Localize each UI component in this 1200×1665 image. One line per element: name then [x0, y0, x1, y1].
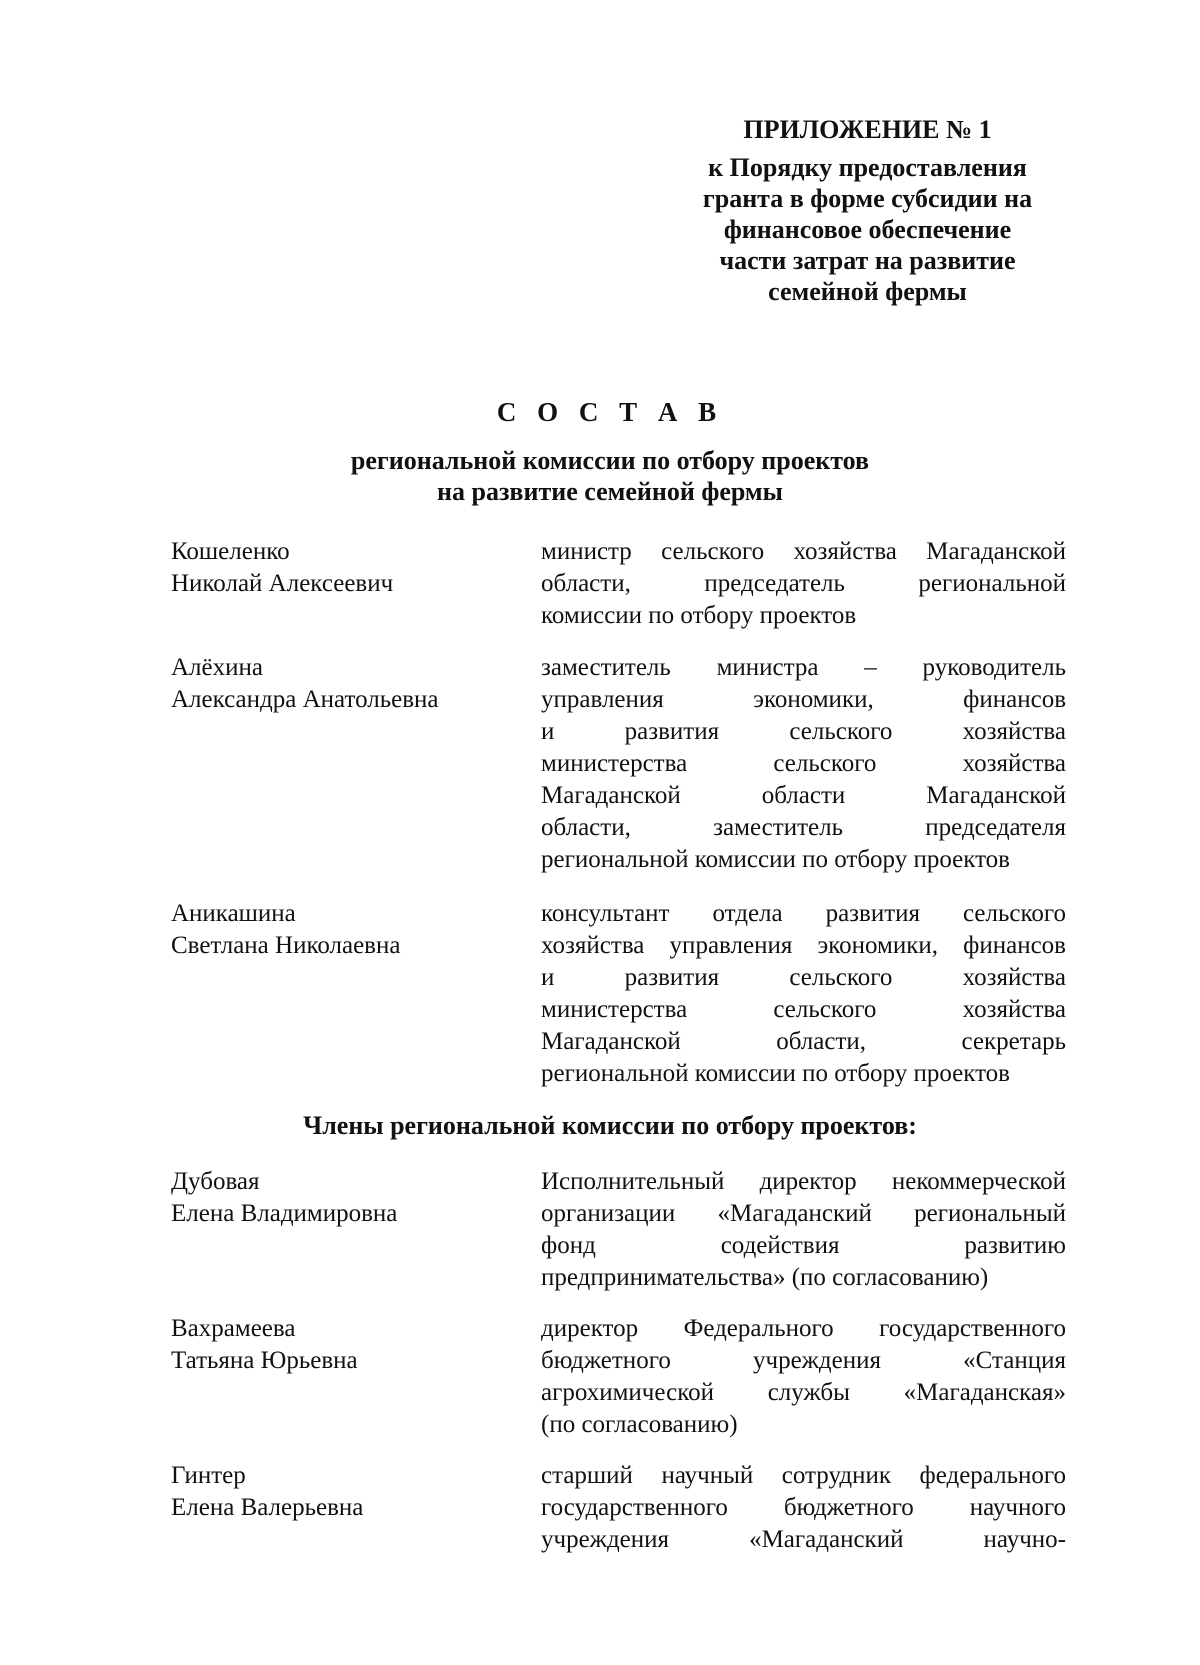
person-role [541, 536, 1066, 632]
role-line: Магаданской области Магаданской [541, 782, 1066, 809]
role-line: министерства сельского хозяйства [541, 750, 1066, 777]
role-line: области, заместитель председателя [541, 814, 1066, 841]
appendix-header [660, 108, 1075, 307]
person-name [171, 536, 501, 600]
role-line: региональной комиссии по отбору проектов [541, 846, 1010, 873]
role-line: предпринимательства» (по согласованию) [541, 1264, 989, 1291]
person-surname: Алёхина [171, 654, 263, 681]
role-line: региональной комиссии по отбору проектов [541, 1060, 1010, 1087]
role-line: заместитель министра – руководитель [541, 654, 1066, 681]
person-role [541, 1313, 1066, 1441]
role-line: комиссии по отбору проектов [541, 602, 857, 629]
person-role [541, 1166, 1066, 1294]
appendix-title: ПРИЛОЖЕНИЕ № 1 [743, 115, 992, 144]
role-line: бюджетного учреждения «Станция [541, 1347, 1066, 1374]
person-name [171, 1460, 501, 1524]
role-line: директор Федерального государственного [541, 1315, 1066, 1342]
person-given-names: Елена Владимировна [171, 1200, 398, 1227]
role-line: государственного бюджетного научного [541, 1494, 1066, 1521]
appendix-line: части затрат на развитие [719, 246, 1016, 275]
role-line: области, председатель региональной [541, 570, 1066, 597]
person-given-names: Татьяна Юрьевна [171, 1347, 358, 1374]
subtitle-line: на развитие семейной фермы [437, 477, 783, 506]
role-line: консультант отдела развития сельского [541, 900, 1066, 927]
person-given-names: Светлана Николаевна [171, 932, 401, 959]
person-surname: Гинтер [171, 1462, 246, 1489]
document-title-block [0, 395, 1200, 507]
role-line: фонд содействия развитию [541, 1232, 1066, 1259]
role-line: управления экономики, финансов [541, 686, 1066, 713]
role-line: организации «Магаданский региональный [541, 1200, 1066, 1227]
person-role [541, 652, 1066, 876]
appendix-line: финансовое обеспечение [723, 215, 1012, 244]
role-line: агрохимической службы «Магаданская» [541, 1379, 1066, 1406]
role-line: и развития сельского хозяйства [541, 718, 1066, 745]
document-title: С О С Т А В [496, 397, 724, 427]
appendix-line: гранта в форме субсидии на [702, 184, 1033, 213]
person-name [171, 652, 501, 716]
subtitle-line: региональной комиссии по отбору проектов [350, 446, 870, 475]
role-line: учреждения «Магаданский научно- [541, 1526, 1066, 1553]
role-line: и развития сельского хозяйства [541, 964, 1066, 991]
person-name [171, 1166, 501, 1230]
person-surname: Кошеленко [171, 538, 290, 565]
person-given-names: Александра Анатольевна [171, 686, 439, 713]
role-line: министр сельского хозяйства Магаданской [541, 538, 1066, 565]
appendix-line: к Порядку предоставления [708, 153, 1027, 182]
appendix-line: семейной фермы [768, 277, 967, 306]
document-subtitle [0, 445, 1200, 507]
role-line: старший научный сотрудник федерального [541, 1462, 1066, 1489]
person-given-names: Елена Валерьевна [171, 1494, 364, 1521]
person-role [541, 1460, 1066, 1556]
person-surname: Дубовая [171, 1168, 260, 1195]
members-heading: Члены региональной комиссии по отбору проектов: [303, 1111, 917, 1140]
person-given-names: Николай Алексеевич [171, 570, 394, 597]
person-name [171, 1313, 501, 1377]
role-line: министерства сельского хозяйства [541, 996, 1066, 1023]
role-line: (по согласованию) [541, 1411, 738, 1438]
role-line: Исполнительный директор некоммерческой [541, 1168, 1066, 1195]
person-name [171, 898, 501, 962]
role-line: хозяйства управления экономики, финансов [541, 932, 1066, 959]
person-surname: Вахрамеева [171, 1315, 296, 1342]
person-surname: Аникашина [171, 900, 296, 927]
role-line: Магаданской области, секретарь [541, 1028, 1066, 1055]
person-role [541, 898, 1066, 1090]
